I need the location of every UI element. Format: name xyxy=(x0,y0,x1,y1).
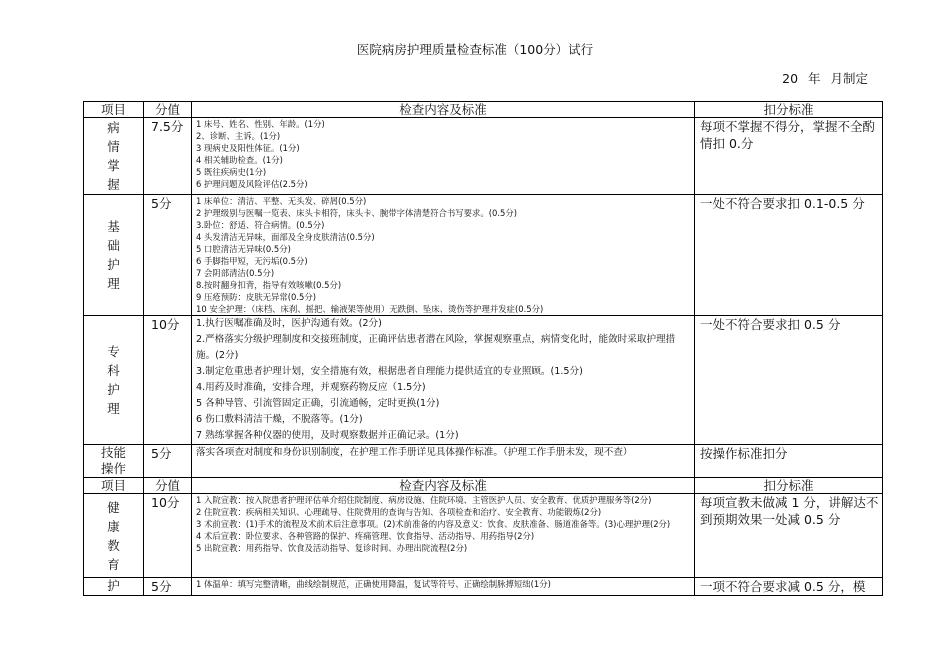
content-cell xyxy=(192,494,695,578)
deduct-text: 一处不符合要求扣 0.5 分 xyxy=(695,316,883,445)
criteria-line: 4 头发清洁无异味，面部及全身皮肤清洁(0.5分) xyxy=(196,232,375,242)
header-row xyxy=(84,478,883,494)
criteria-line: 1.执行医嘱准确及时，医护沟通有效。(2分) xyxy=(196,318,382,329)
header-content: 检查内容及标准 xyxy=(192,478,695,494)
criteria-line: 2 护理级别与医嘱一览表、床头卡相符，床头卡、腕带字体清楚符合书写要求。(0.5分) xyxy=(196,208,517,218)
criteria-line: 3.制定危重患者护理计划，安全措施有效，根据患者自理能力提供适宜的专业照顾。(1.5分) xyxy=(196,366,583,377)
criteria-line: 3 术前宣教：(1)手术的流程及术前术后注意事项。(2)术前准备的内容及意义：饮食、皮肤准备、肠道准备等。(3)心理护理(2分) xyxy=(196,519,671,529)
header-row xyxy=(84,102,883,118)
score-value: 7.5分 xyxy=(144,118,192,195)
criteria-line: 2、诊断、主诉。(1分) xyxy=(196,131,281,141)
content-cell xyxy=(192,445,695,478)
deduct-text: 一处不符合要求扣 0.1-0.5 分 xyxy=(695,195,883,316)
criteria-line: 2 住院宣教：疾病相关知识、心理疏导、住院费用的查询与告知、各项检查和治疗、安全教育、功能锻炼(2分) xyxy=(196,507,602,517)
header-item: 项目 xyxy=(84,102,144,118)
criteria-line: 1 体温单：填写完整清晰，曲线绘制规范，正确使用降温，复试等符号、正确绘制脉搏短绌(1分) xyxy=(196,579,551,589)
item-cell xyxy=(84,316,144,445)
content-cell xyxy=(192,118,695,195)
table-row xyxy=(84,118,883,195)
table-row xyxy=(84,445,883,478)
item-label: 护 xyxy=(107,578,120,593)
table-row xyxy=(84,195,883,316)
criteria-line: 落实各项查对制度和身份识别制度，在护理工作手册详见具体操作标准。（护理工作手册未发，现不查） xyxy=(196,447,633,458)
content-cell xyxy=(192,578,695,596)
header-item: 项目 xyxy=(84,478,144,494)
document-title: 医院病房护理质量检查标准（100分）试行 xyxy=(356,42,594,57)
criteria-line: 1 床单位：清洁、平整、无头发、碎屑(0.5分) xyxy=(196,196,367,206)
item-label: 基础护理 xyxy=(107,219,120,291)
header-content: 检查内容及标准 xyxy=(192,102,695,118)
score-value: 10分 xyxy=(144,494,192,578)
item-label: 病情掌握 xyxy=(107,120,120,192)
item-cell xyxy=(84,195,144,316)
score-value: 5分 xyxy=(144,578,192,596)
criteria-line: 6 伤口敷料清洁干燥，不脱落等。(1分) xyxy=(196,414,363,425)
criteria-line: 4 相关辅助检查。(1分) xyxy=(196,155,283,165)
criteria-line: 6 手脚指甲短，无污垢(0.5分) xyxy=(196,256,308,266)
item-cell xyxy=(84,494,144,578)
criteria-line: 5 既往疾病史(1分) xyxy=(196,167,267,177)
criteria-line: 5 出院宣教：用药指导、饮食及活动指导、复诊时间、办理出院流程(2分) xyxy=(196,543,468,553)
criteria-line: 6 护理问题及风险评估(2.5分) xyxy=(196,179,308,189)
criteria-line: 5 口腔清洁无异味(0.5分) xyxy=(196,244,291,254)
item-cell xyxy=(84,578,144,596)
criteria-line: 1 床号、姓名、性别、年龄。(1分) xyxy=(196,119,325,129)
score-value: 5分 xyxy=(144,195,192,316)
criteria-line: 8.按时翻身扣背，指导有效咳嗽(0.5分) xyxy=(196,280,342,290)
item-label: 健康教育 xyxy=(107,499,120,572)
table-row xyxy=(84,578,883,596)
criteria-line: 7 会阴部清洁(0.5分) xyxy=(196,268,275,278)
deduct-text: 每项不掌握不得分，掌握不全酌情扣 0.分 xyxy=(695,118,883,195)
deduct-text: 按操作标准扣分 xyxy=(695,445,883,478)
criteria-line: 5 各种导管、引流管固定正确，引流通畅，定时更换(1分) xyxy=(196,398,440,409)
score-value: 10分 xyxy=(144,316,192,445)
content-cell xyxy=(192,195,695,316)
deduct-text: 每项宣教未做减 1 分，讲解达不到预期效果一处减 0.5 分 xyxy=(695,494,883,578)
item-cell xyxy=(84,445,144,478)
header-score: 分值 xyxy=(144,102,192,118)
content-cell xyxy=(192,316,695,445)
header-score: 分值 xyxy=(144,478,192,494)
criteria-line: 3 现病史及阳性体征。(1分) xyxy=(196,143,300,153)
criteria-line: 4 术后宣教：卧位要求、各种管路的保护、疼痛管理、饮食指导、活动指导、用药指导(2分) xyxy=(196,531,535,541)
criteria-line: 10 安全护理：（床档、床刹、摇把、输液架等使用）无跌倒、坠床、烫伤等护理并发症(0.5分) xyxy=(196,304,544,314)
deduct-text: 一项不符合要求减 0.5 分，模 xyxy=(695,578,883,596)
criteria-line: 4.用药及时准确，安排合理，并观察药物反应（1.5分) xyxy=(196,382,426,393)
criteria-line: 3.卧位：舒适、符合病情。(0.5分) xyxy=(196,220,325,230)
date-line: 20 年 月制定 xyxy=(782,71,868,86)
table-row xyxy=(84,494,883,578)
criteria-line: 9 压疮预防：皮肤无异常(0.5分) xyxy=(196,292,316,302)
score-value: 5分 xyxy=(144,445,192,478)
header-deduct: 扣分标准 xyxy=(695,478,883,494)
table-row xyxy=(84,316,883,445)
item-cell xyxy=(84,118,144,195)
item-label: 专科护理 xyxy=(107,344,120,416)
criteria-line: 2.严格落实分级护理制度和交接班制度，正确评估患者潜在风险，掌握观察重点，病情变化时，能敛时采取护理措施。(2分) xyxy=(196,334,676,361)
item-label: 技能操作 xyxy=(100,445,126,476)
criteria-line: 1 入院宣教：按入院患者护理评估单介绍住院制度、病房设施、住院环境、主管医护人员、安全教育、优质护理服务等(2分) xyxy=(196,495,652,505)
criteria-line: 7 熟练掌握各种仪器的使用，及时观察数据并正确记录。(1分) xyxy=(196,430,459,441)
header-deduct: 扣分标准 xyxy=(695,102,883,118)
inspection-table xyxy=(83,101,883,596)
